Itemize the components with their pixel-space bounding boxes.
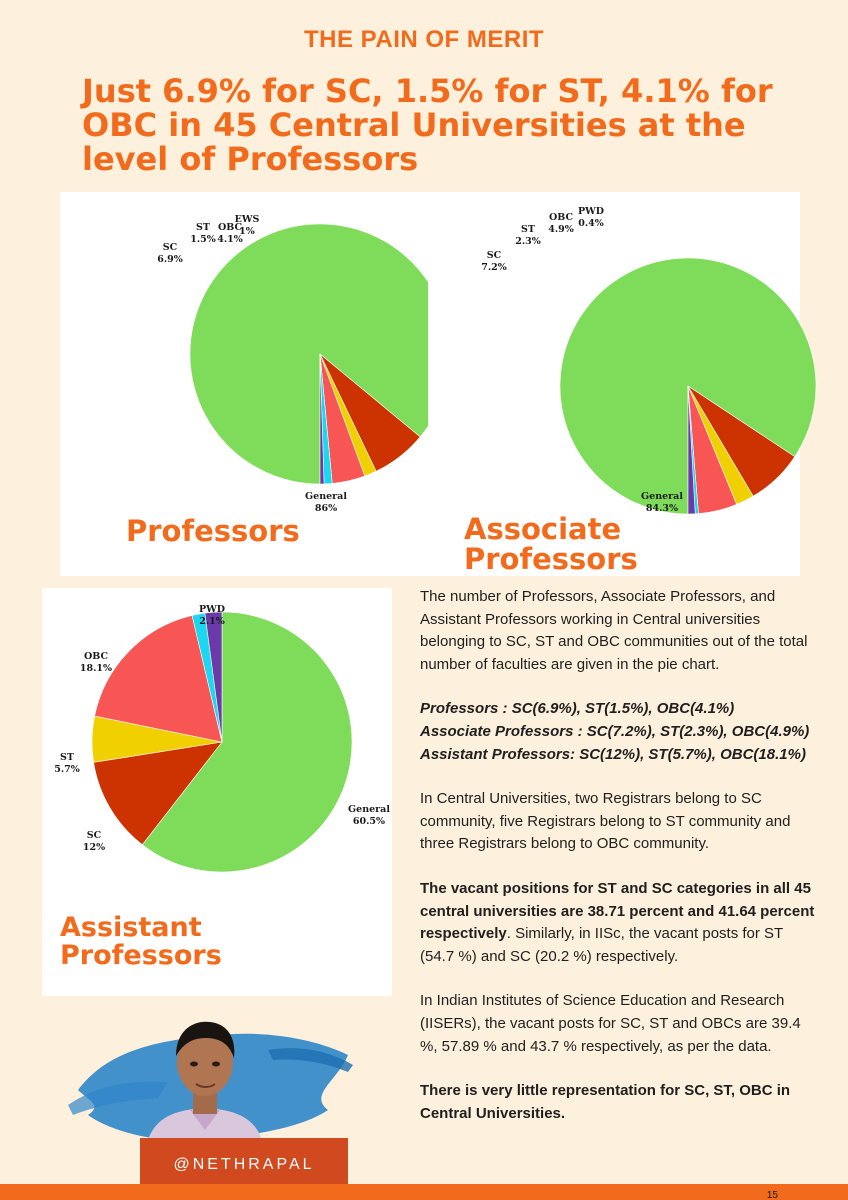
slice-value-obc: 18.1% bbox=[79, 663, 113, 674]
slice-value-sc: 6.9% bbox=[157, 254, 183, 265]
slice-value-sc: 12% bbox=[82, 842, 106, 853]
conclusion-paragraph bbox=[420, 1080, 820, 1125]
slice-value-ews: 1% bbox=[239, 226, 255, 237]
slice-value-general: 60.5% bbox=[352, 816, 386, 827]
slice-value-general: 86% bbox=[314, 503, 338, 514]
professors-chart-title: Professors bbox=[126, 514, 300, 548]
slice-value-obc: 4.1% bbox=[217, 234, 243, 245]
slice-value-sc: 7.2% bbox=[481, 262, 507, 273]
slice-label-obc: OBC bbox=[548, 212, 574, 223]
slice-label-general: General bbox=[348, 804, 390, 815]
page-number: 15 bbox=[766, 1190, 778, 1200]
slice-value-st: 2.3% bbox=[515, 236, 541, 247]
person-portrait-icon bbox=[140, 1010, 270, 1152]
slice-label-st: ST bbox=[196, 222, 210, 233]
slice-value-general: 84.3% bbox=[645, 503, 679, 514]
slice-label-ews: EWS bbox=[234, 214, 260, 225]
body-text bbox=[420, 586, 820, 1125]
bottom-accent-bar bbox=[0, 1184, 848, 1200]
slice-label-obc: OBC bbox=[217, 222, 243, 233]
slice-label-general: General bbox=[305, 491, 347, 502]
slice-label-sc: SC bbox=[162, 242, 178, 253]
headline: Just 6.9% for SC, 1.5% for ST, 4.1% for OBC in 45 Central Universities at the level of Professors bbox=[82, 72, 773, 178]
assistant-professors-chart-card bbox=[42, 588, 392, 996]
professors-chart-card bbox=[60, 192, 428, 576]
slice-label-pwd: PWD bbox=[198, 604, 226, 615]
slice-label-obc: OBC bbox=[83, 651, 109, 662]
vacancy-rest-text: . Similarly, in IISc, the vacant posts for ST (54.7 %) and SC (20.2 %) respectively. bbox=[420, 925, 783, 965]
slice-label-st: ST bbox=[60, 752, 74, 763]
vacancy-paragraph bbox=[420, 878, 820, 968]
assistant-professors-chart-title: Assistant Professors bbox=[60, 912, 222, 971]
slice-value-pwd: 2.1% bbox=[199, 616, 225, 627]
slice-value-st: 1.5% bbox=[190, 234, 216, 245]
social-handle-badge: @NETHRAPAL bbox=[140, 1138, 348, 1192]
slice-label-sc: SC bbox=[86, 830, 102, 841]
stat-assistant-professors: Assistant Professors: SC(12%), ST(5.7%), OBC(18.1%) bbox=[420, 745, 806, 763]
slice-value-obc: 4.9% bbox=[548, 224, 574, 235]
slice-label-st: ST bbox=[521, 224, 535, 235]
stat-associate-professors: Associate Professors : SC(7.2%), ST(2.3%), OBC(4.9%) bbox=[420, 722, 810, 740]
stat-professors: Professors : SC(6.9%), ST(1.5%), OBC(4.1%) bbox=[420, 700, 735, 718]
conclusion-text: There is very little representation for SC, ST, OBC in Central Universities. bbox=[420, 1082, 791, 1122]
slice-value-pwd: 0.4% bbox=[578, 218, 604, 229]
author-photo bbox=[140, 1010, 270, 1152]
kicker-title: THE PAIN OF MERIT bbox=[303, 26, 545, 53]
associate-professors-chart-title: Associate Professors bbox=[464, 512, 638, 576]
iiser-paragraph: In Indian Institutes of Science Education and Research (IISERs), the vacant posts for SC, ST and OBCs are 39.4 %, 57.89 % and 43.7 % respectively, as per the data. bbox=[420, 992, 801, 1055]
slice-label-pwd: PWD bbox=[577, 206, 605, 217]
intro-paragraph: The number of Professors, Associate Professors, and Assistant Professors working in Central universities belonging to SC, ST and OBC communities out of the total number of faculties are given in the pie chart. bbox=[420, 588, 808, 673]
registrars-paragraph: In Central Universities, two Registrars belong to SC community, five Registrars belong to ST community and three Registrars belong to OBC community. bbox=[420, 790, 791, 853]
slice-label-general: General bbox=[641, 491, 683, 502]
vacancy-bold-text: The vacant positions for ST and SC categories in all 45 central universities are 38.71 percent and 41.64 percent respectively bbox=[420, 879, 815, 943]
slice-value-st: 5.7% bbox=[54, 764, 80, 775]
slice-label-sc: SC bbox=[486, 250, 502, 261]
associate-professors-chart-card bbox=[428, 192, 800, 576]
